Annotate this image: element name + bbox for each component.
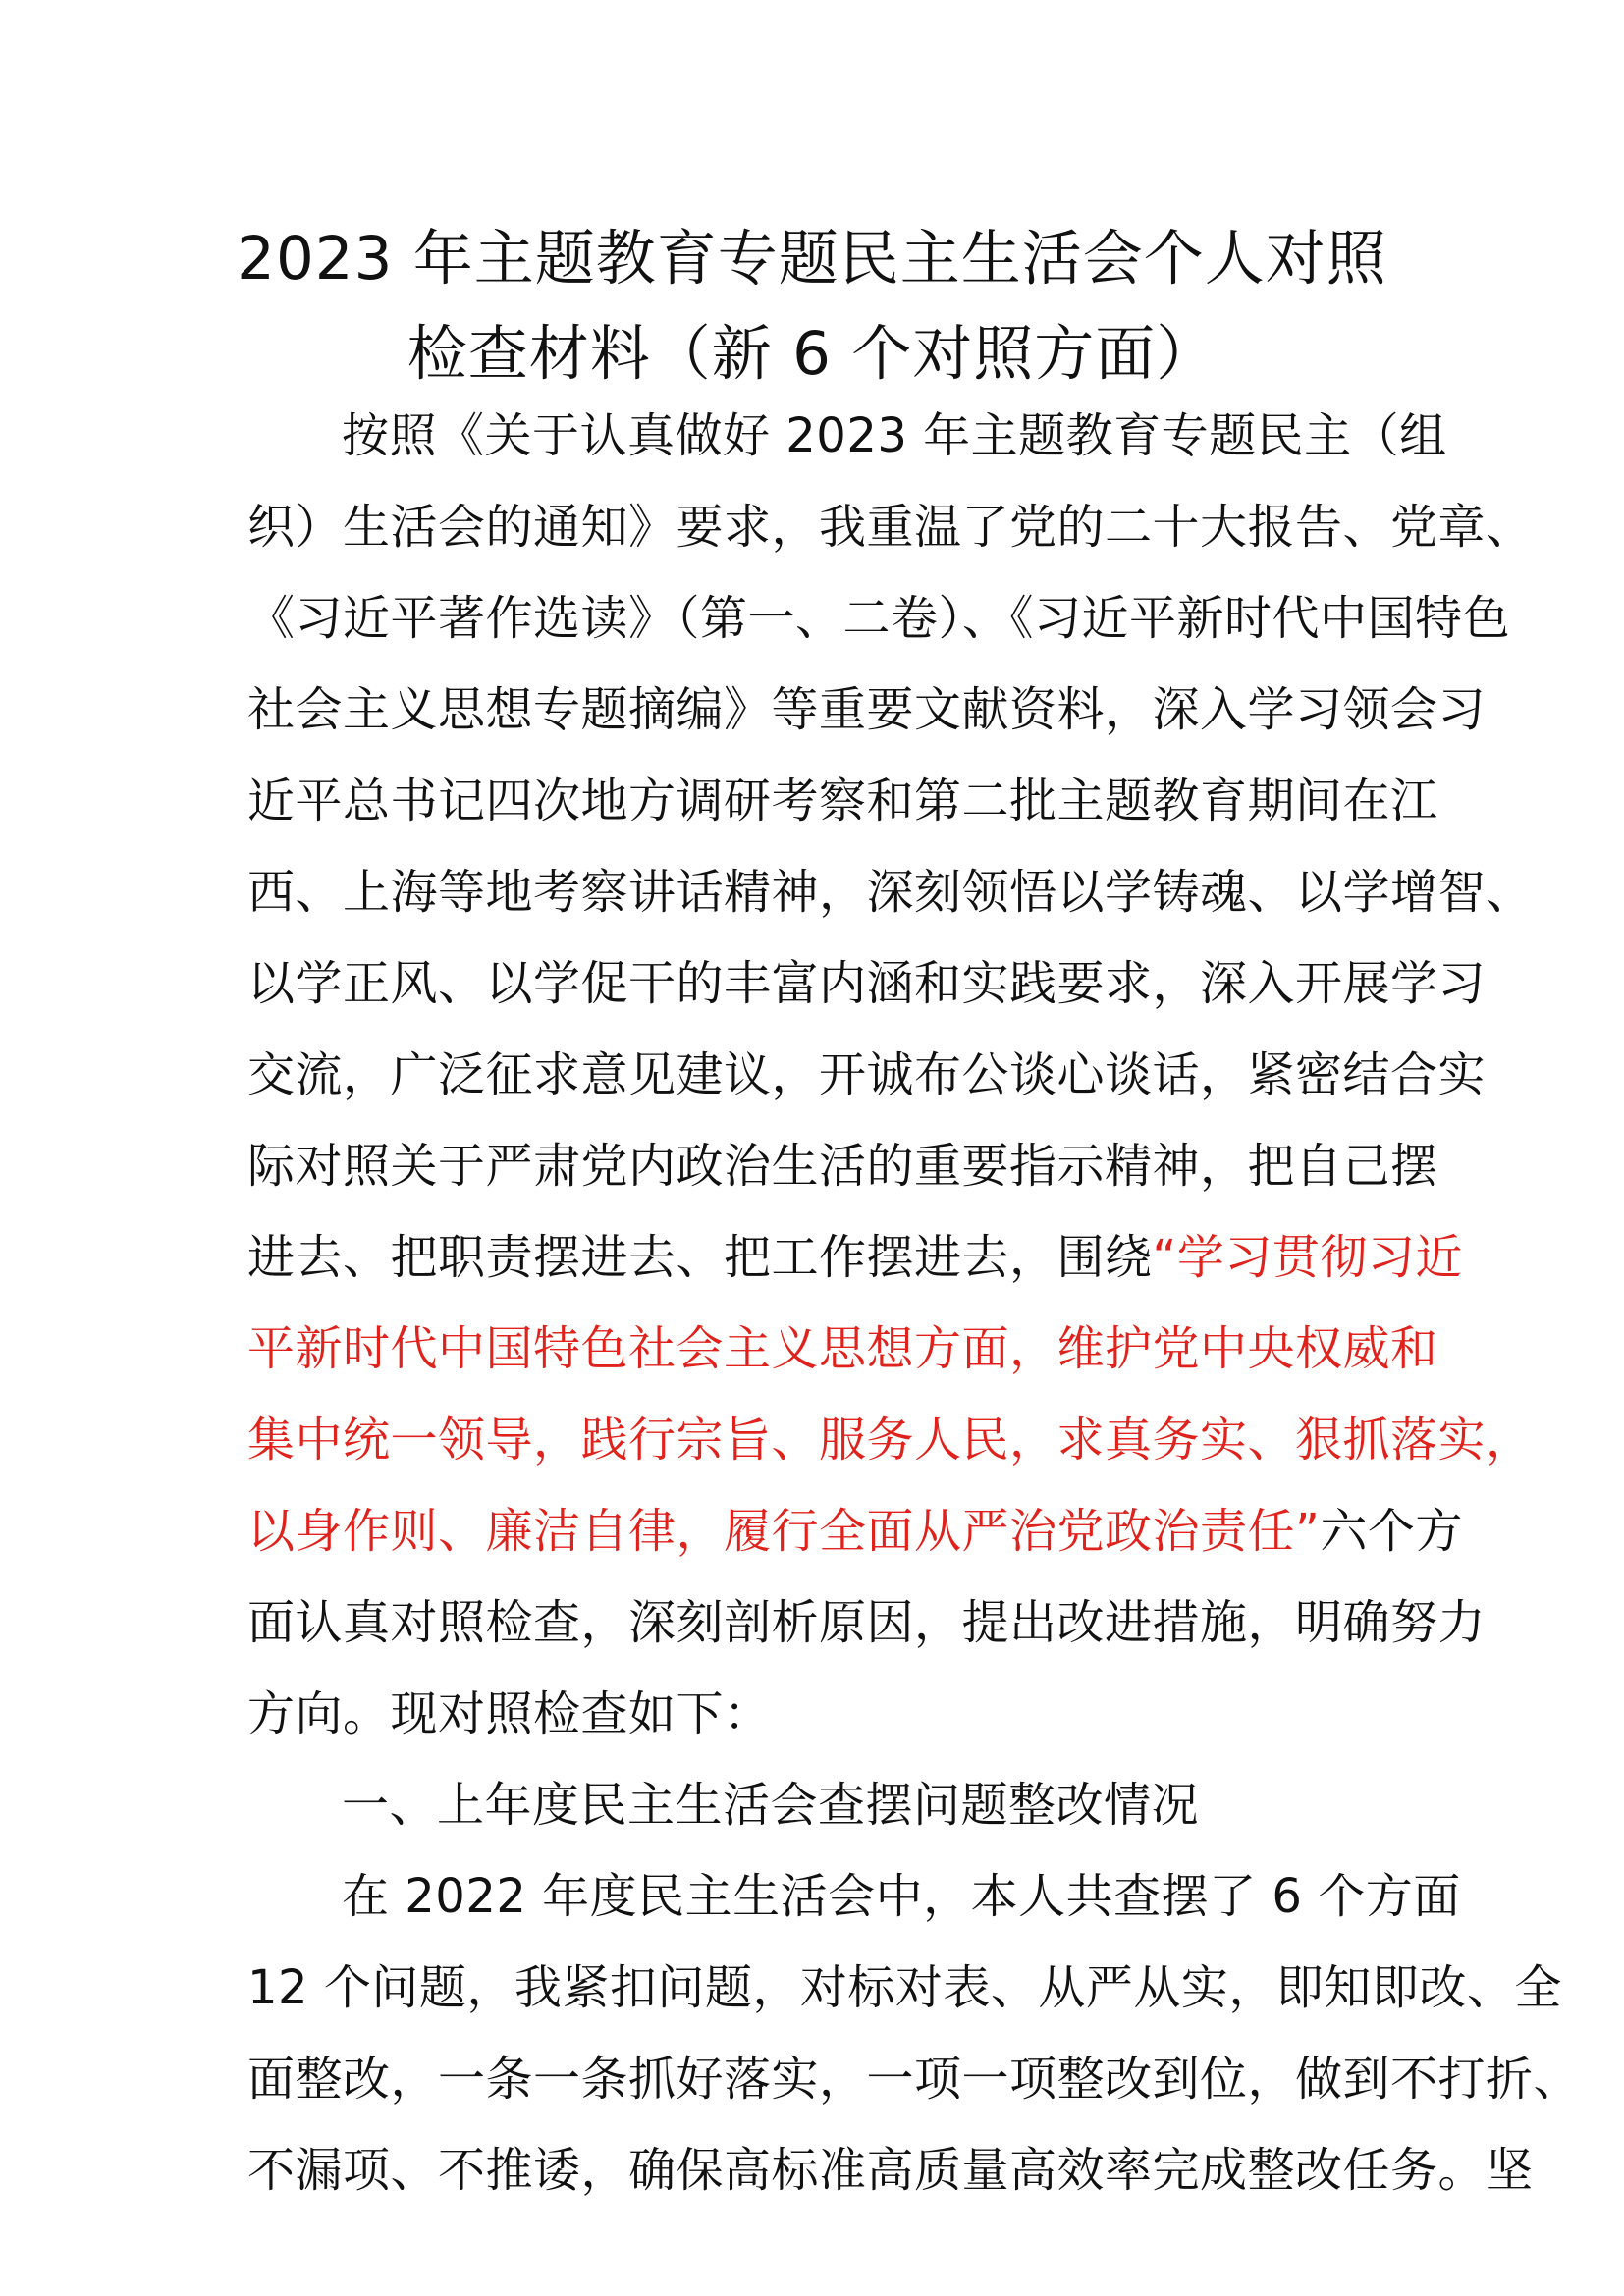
title-line-2: 检查材料（新 6 个对照方面） [406, 319, 1218, 389]
paragraph-line [247, 1486, 1463, 1577]
title-line-1: 2023 年主题教育专题民主生活会个人对照 [237, 224, 1387, 294]
paragraph-line: 以学正风、以学促干的丰富内涵和实践要求，深入开展学习 [247, 956, 1487, 1011]
paragraph-line: 织）生活会的通知》要求，我重温了党的二十大报告、党章、 [247, 500, 1534, 555]
section-paragraph [247, 1851, 1582, 2216]
paragraph-line: 在 2022 年度民主生活会中，本人共查摆了 6 个方面 [342, 1869, 1461, 1924]
paragraph-line: 际对照关于严肃党内政治生活的重要指示精神，把自己摆 [247, 1139, 1438, 1194]
paragraph-line: 方向。现对照检查如下： [247, 1686, 772, 1741]
paragraph-line: 近平总书记四次地方调研考察和第二批主题教育期间在江 [247, 774, 1438, 828]
section-heading-text: 一、上年度民主生活会查摆问题整改情况 [342, 1778, 1200, 1833]
paragraph-line: 《习近平著作选读》（第一、二卷）、《习近平新时代中国特色 [247, 591, 1511, 646]
paragraph-line: 按照《关于认真做好 2023 年主题教育专题民主（组 [342, 408, 1447, 463]
paragraph-line [247, 1212, 1463, 1304]
paragraph-line: 面认真对照检查，深刻剖析原因，提出改进措施，明确努力 [247, 1595, 1487, 1650]
paragraph-line: 面整改，一条一条抓好落实，一项一项整改到位，做到不打折、 [247, 2052, 1582, 2107]
paragraph-line: 社会主义思想专题摘编》等重要文献资料，深入学习领会习 [247, 682, 1487, 737]
document-body [247, 391, 1582, 2216]
paragraph-text: 进去、把职责摆进去、把工作摆进去，围绕 [247, 1230, 1153, 1285]
intro-paragraph [247, 391, 1534, 1760]
highlighted-text: 以身作则、廉洁自律，履行全面从严治党政治责任” [247, 1504, 1321, 1559]
paragraph-line: 不漏项、不推诿，确保高标准高质量高效率完成整改任务。坚 [247, 2143, 1534, 2198]
paragraph-line: 12 个问题，我紧扣问题，对标对表、从严从实，即知即改、全 [247, 1960, 1562, 2015]
paragraph-text: 六个方 [1320, 1504, 1463, 1559]
document-title [226, 211, 1398, 401]
paragraph-line: 西、上海等地考察讲话精神，深刻领悟以学铸魂、以学增智、 [247, 865, 1534, 920]
highlighted-line: 平新时代中国特色社会主义思想方面，维护党中央权威和 [247, 1321, 1438, 1376]
highlighted-line: 集中统一领导，践行宗旨、服务人民，求真务实、狠抓落实， [247, 1413, 1534, 1468]
highlighted-text: “学习贯彻习近 [1152, 1230, 1463, 1285]
paragraph-line: 交流，广泛征求意见建议，开诚布公谈心谈话，紧密结合实 [247, 1047, 1487, 1102]
section-heading [247, 1760, 1386, 1851]
